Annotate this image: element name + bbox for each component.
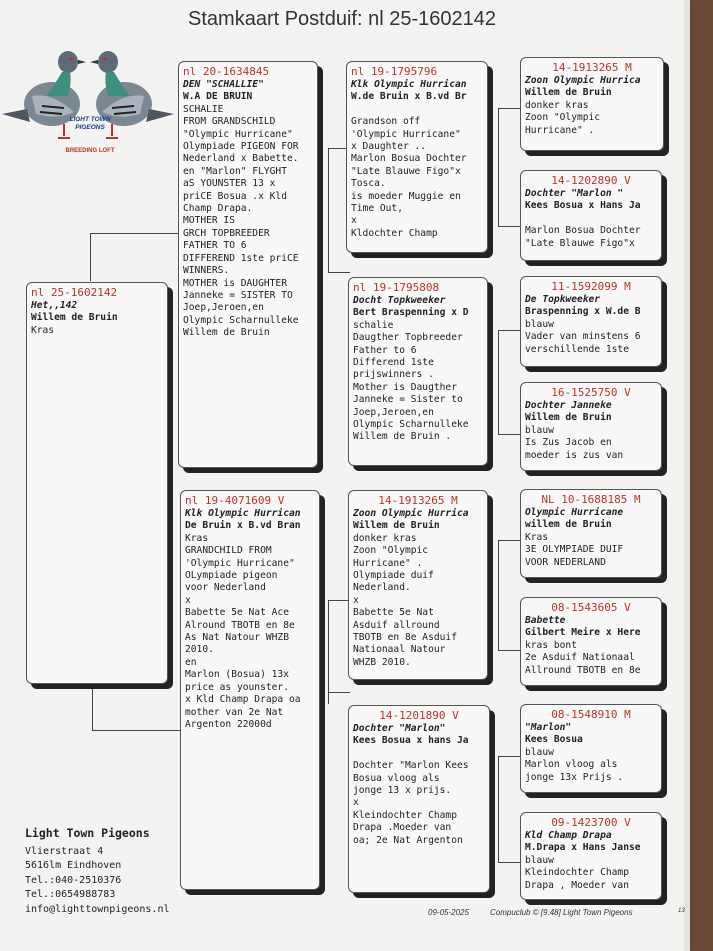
pedigree-note: Kras [185, 532, 209, 544]
pedigree-note: Kras [31, 324, 55, 336]
connector [498, 434, 522, 435]
connector [498, 862, 522, 863]
breeder: Kees Bosua x hans Ja [353, 735, 469, 747]
pedigree-note: Mother is Daugther [353, 381, 457, 393]
pedigree-note: GRCH TOPBREEDER [183, 227, 270, 239]
pedigree-note: TBOTB en 8e Asduif [353, 632, 457, 644]
pedigree-box-ff [346, 61, 488, 253]
pedigree-box-father [178, 61, 318, 468]
pedigree-note: Marlon Bosua Dochter [351, 153, 467, 165]
pedigree-note: Drapa .Moeder van [353, 822, 452, 834]
pedigree-note: en [185, 656, 197, 668]
connector [328, 148, 329, 272]
pedigree-note: voor Nederland [185, 582, 266, 594]
address-street: Vlierstraat 4 [25, 845, 104, 857]
pedigree-note: FROM GRANDSCHILD [183, 116, 276, 128]
pedigree-note: 3E OLYMPIADE DUIF [525, 544, 624, 556]
logo-subtitle: BREEDING LOFT [65, 148, 115, 154]
pedigree-note: Janneke = SISTER TO [183, 289, 293, 301]
pedigree-note: Babette 5e Nat [353, 607, 434, 619]
pedigree-note [525, 213, 657, 225]
ring-number: nl 19-1795796 [351, 65, 438, 78]
pigeon-name: Babette [525, 615, 566, 626]
connector [328, 600, 350, 601]
phone-1: Tel.:040-2510376 [25, 874, 122, 886]
pedigree-note: Alround TBOTB en 8e [185, 619, 295, 631]
pedigree-note: "Olympic Hurricane" [183, 128, 293, 140]
pedigree-note: Time Out, [351, 203, 403, 215]
paper-edge [684, 0, 690, 951]
pedigree-note: Zoon "Olympic [525, 112, 601, 124]
pedigree-note: Willem de Bruin . [353, 431, 452, 443]
pedigree-box-fff [520, 57, 664, 151]
pedigree-note: Willem de Bruin [183, 327, 270, 339]
pedigree-note: 'Olympic Hurricane" [351, 128, 461, 140]
pedigree-note: WINNERS. [183, 265, 230, 277]
pedigree-note: Bosua vloog als [353, 772, 440, 784]
pedigree-note: As Nat Natour WHZB [185, 632, 289, 644]
connector [92, 684, 93, 730]
pedigree-note: Zoon "Olympic [353, 545, 429, 557]
pedigree-note: blauw [525, 854, 554, 866]
pedigree-box-fmm [520, 382, 662, 471]
pedigree-note: Dochter "Marlon Kees [353, 760, 469, 772]
connector [498, 756, 522, 757]
pedigree-note: en "Marlon" FLYGHT [183, 165, 287, 177]
pedigree-note: GRANDCHILD FROM [185, 545, 272, 557]
pedigree-note: "Late Blauwe Figo"x [525, 237, 635, 249]
pedigree-note: x [353, 594, 359, 606]
pedigree-note: MOTHER is DAUGHTER [183, 277, 287, 289]
ring-number: 08-1543605 V [551, 601, 631, 614]
pigeon-name: De Topkweeker [525, 294, 601, 305]
breeder: W.A DE BRUIN [183, 91, 253, 103]
pedigree-box-fm [348, 277, 488, 466]
pigeon-name: Klk Olympic Hurrican [351, 79, 467, 90]
pedigree-note: 2010. [185, 644, 214, 656]
pedigree-box-mmf [520, 704, 662, 793]
pedigree-box-mm [348, 705, 490, 893]
footer-date: 09-05-2025 [428, 908, 469, 917]
breeder: Kees Bosua x Hans Ja [525, 200, 641, 212]
breeder: Gilbert Meire x Here [525, 627, 641, 639]
contact-block [25, 826, 170, 917]
pigeon-name: Klk Olympic Hurrican [185, 508, 301, 519]
pigeon-name: Olympic Hurricane [525, 507, 624, 518]
pedigree-note: Kleindochter Champ [353, 809, 457, 821]
pedigree-note: Hurricane" . [525, 124, 595, 136]
connector [498, 330, 522, 331]
breeder: M.Drapa x Hans Janse [525, 842, 641, 854]
pedigree-note: x Daughter .. [351, 141, 427, 153]
connector [498, 108, 522, 109]
pigeon-name: "Marlon" [525, 722, 572, 733]
pedigree-note: 2e Asduif Nationaal [525, 652, 635, 664]
pedigree-box-fmf [520, 276, 662, 367]
pedigree-note: price as younster. [185, 681, 289, 693]
pigeon-name: Dochter "Marlon" [353, 723, 446, 734]
pedigree-box-ffm [520, 170, 662, 261]
connector [498, 540, 522, 541]
ring-number: nl 25-1602142 [31, 286, 118, 299]
connector [498, 540, 499, 650]
pedigree-note: priCE Bosua .x Kld [183, 190, 287, 202]
connector [90, 233, 91, 281]
pedigree-note: schalie [353, 319, 394, 331]
loft-name: Light Town Pigeons [25, 826, 150, 840]
connector [328, 692, 350, 693]
pedigree-note: Champ Drapa. [183, 203, 253, 215]
pedigree-note: Kldochter Champ [351, 227, 438, 239]
breeder: De Bruin x B.vd Bran [185, 520, 301, 532]
pedigree-box-mmm [520, 812, 662, 900]
pedigree-note: Hurricane" . [353, 557, 423, 569]
pedigree-note: prijswinners . [353, 369, 434, 381]
pedigree-note: jonge 13 x prijs. [353, 785, 452, 797]
breeder: Willem de Bruin [525, 412, 612, 424]
pedigree-note: Daugther Topbreeder [353, 332, 463, 344]
pigeon-name: Kld Champ Drapa [525, 830, 612, 841]
pedigree-note: Marlon (Bosua) 13x [185, 669, 289, 681]
pedigree-note: Argenton 22000d [185, 718, 272, 730]
pedigree-note: DIFFEREND 1ste priCE [183, 252, 299, 264]
pedigree-note: SCHALIE [183, 103, 224, 115]
pedigree-box-subject [26, 282, 168, 684]
connector [90, 233, 182, 234]
pigeon-name: Dochter Janneke [525, 400, 612, 411]
ring-number: 14-1913265 M [552, 61, 632, 74]
pedigree-note: jonge 13x Prijs . [525, 771, 624, 783]
pedigree-note: Tosca. [351, 178, 386, 190]
pedigree-note: Kleindochter Champ [525, 867, 629, 879]
pedigree-note: blauw [525, 746, 554, 758]
pedigree-note: Olympiade PIGEON FOR [183, 141, 299, 153]
pedigree-note: Asduif allround [353, 619, 440, 631]
pedigree-note: OLympiade pigeon [185, 570, 278, 582]
pedigree-note: donker kras [353, 532, 417, 544]
pedigree-box-mfm [520, 597, 662, 686]
breeder: Willem de Bruin [31, 312, 118, 324]
pedigree-note: Nederland x Babette. [183, 153, 299, 165]
pigeons-logo [2, 34, 174, 162]
pedigree-box-mother [180, 490, 320, 890]
pedigree-note [351, 104, 483, 116]
pedigree-note: Janneke = Sister to [353, 394, 463, 406]
ring-number: 11-1592099 M [551, 280, 631, 293]
pedigree-note: verschillende 1ste [525, 343, 629, 355]
pedigree-note: Father to 6 [353, 344, 417, 356]
pedigree-note: oa; 2e Nat Argenton [353, 834, 463, 846]
ring-number: 14-1201890 V [379, 709, 459, 722]
connector [498, 108, 499, 226]
pedigree-note: Is Zus Jacob en [525, 437, 612, 449]
pedigree-note: Babette 5e Nat Ace [185, 607, 289, 619]
pedigree-note: x Kld Champ Drapa oa [185, 694, 301, 706]
pedigree-box-mf [348, 490, 488, 680]
connector [498, 756, 499, 862]
pedigree-note: Marlon Bosua Dochter [525, 225, 641, 237]
pedigree-note: blauw [525, 424, 554, 436]
ring-number: nl 20-1634845 [183, 65, 270, 78]
pedigree-note: FATHER TO 6 [183, 240, 247, 252]
pigeon-name: Docht Topkweeker [353, 295, 446, 306]
pedigree-note: Grandson off [351, 116, 421, 128]
pigeon-name: Zoon Olympic Hurrica [353, 508, 469, 519]
ring-number: 14-1202890 V [551, 174, 631, 187]
breeder: Willem de Bruin [525, 87, 612, 99]
pedigree-note: Allround TBOTB en 8e [525, 664, 641, 676]
pedigree-note: kras bont [525, 639, 577, 651]
email: info@lighttownpigeons.nl [25, 903, 170, 915]
connector [498, 650, 522, 651]
page-title: Stamkaart Postduif: nl 25-1602142 [188, 8, 496, 30]
breeder: Kees Bosua [525, 734, 583, 746]
pigeon-name: Zoon Olympic Hurrica [525, 75, 641, 86]
pigeon-name: Dochter "Marlon " [525, 188, 624, 199]
connector [92, 730, 184, 731]
pedigree-note: Olympiade duif [353, 570, 434, 582]
pedigree-note: Drapa , Moeder van [525, 879, 629, 891]
pedigree-note: Olympic Scharnulleke [353, 419, 469, 431]
breeder: Braspenning x W.de B [525, 306, 641, 318]
pedigree-note: Olympic Scharnulleke [183, 314, 299, 326]
phone-2: Tel.:0654988783 [25, 889, 116, 900]
address-city: 5616lm Eindhoven [25, 860, 122, 871]
ring-number: NL 10-1688185 M [541, 493, 641, 506]
pedigree-note: WHZB 2010. [353, 656, 411, 668]
pedigree-note: donker kras [525, 99, 589, 111]
ring-number: nl 19-4071609 V [185, 494, 285, 507]
pedigree-note: x [185, 594, 191, 606]
pedigree-note: Joep,Jeroen,en [183, 302, 264, 314]
pedigree-note: mother van 2e Nat [185, 706, 284, 718]
pedigree-note: Kras [525, 531, 549, 543]
pedigree-note: aS YOUNSTER 13 x [183, 178, 276, 190]
ring-number: 09-1423700 V [551, 816, 631, 829]
breeder: W.de Bruin x B.vd Br [351, 91, 467, 103]
pedigree-note: x [351, 215, 357, 227]
pedigree-note: moeder is zus van [525, 449, 624, 461]
pedigree-note: MOTHER IS [183, 215, 235, 227]
connector [328, 272, 350, 273]
ring-number: nl 19-1795808 [353, 281, 440, 294]
pedigree-note: is moeder Muggie en [351, 190, 461, 202]
connector [328, 600, 329, 704]
pedigree-note: Nationaal Natour [353, 644, 446, 656]
pedigree-note: Nederland. [353, 582, 411, 594]
pedigree-note: VOOR NEDERLAND [525, 556, 606, 568]
pedigree-note: blauw [525, 318, 554, 330]
breeder: willem de Bruin [525, 519, 612, 531]
pigeon-name: Het,,142 [31, 300, 78, 311]
pedigree-box-mff [520, 489, 662, 578]
pedigree-note: 'Olympic Hurricane" [185, 557, 295, 569]
ring-number: 14-1913265 M [378, 494, 458, 507]
ring-number: 08-1548910 M [551, 708, 631, 721]
pigeon-name: DEN "SCHALLIE" [183, 79, 264, 90]
pedigree-note: x [353, 797, 359, 809]
connector [498, 226, 522, 227]
pedigree-note: Vader van minstens 6 [525, 331, 641, 343]
pedigree-note: Marlon vloog als [525, 759, 618, 771]
pedigree-note: "Late Blauwe Figo"x [351, 165, 461, 177]
logo-title: LIGHT TOWN PIGEONS [69, 116, 111, 131]
pedigree-note: Differend 1ste [353, 357, 434, 369]
breeder: Bert Braspenning x D [353, 307, 469, 319]
ring-number: 16-1525750 V [551, 386, 631, 399]
pedigree-note [353, 748, 485, 760]
pedigree-note: Joep,Jeroen,en [353, 406, 434, 418]
breeder: Willem de Bruin [353, 520, 440, 532]
connector [498, 330, 499, 434]
footer-software: Compuclub © [9.48] Light Town Pigeons [490, 908, 633, 917]
footer-page: 13 [678, 908, 685, 914]
